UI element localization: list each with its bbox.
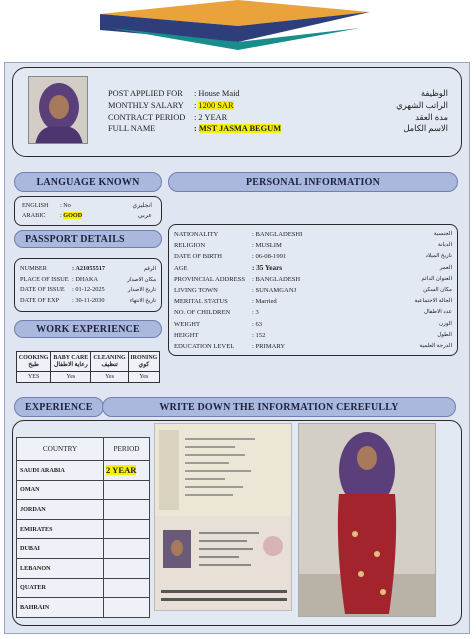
country-period xyxy=(104,461,150,481)
english-row xyxy=(22,201,152,211)
period-column-header: PERIOD xyxy=(104,438,150,461)
personal-info-arabic: الحالة الاجتماعية xyxy=(414,298,452,305)
country-name: JORDAN xyxy=(17,500,104,520)
arabic-value: GOOD xyxy=(63,212,83,219)
work-experience-heading: WORK EXPERIENCE xyxy=(14,320,162,338)
personal-info-arabic: العمر xyxy=(439,264,452,271)
personal-info-arabic: تاريخ الميلاد xyxy=(425,253,452,260)
arabic-row xyxy=(22,211,152,221)
passport-value: : A21055517 xyxy=(72,265,106,272)
country-row xyxy=(17,519,150,539)
country-period-value: 2 YEAR xyxy=(106,465,137,476)
salary-row xyxy=(108,100,448,112)
personal-info-value: : 06-08-1991 xyxy=(252,253,287,261)
write-down-heading: WRITE DOWN THE INFORMATION CEREFULLY xyxy=(102,397,456,417)
personal-info-value: : PRIMARY xyxy=(252,343,286,351)
work-skill-value: Yes xyxy=(128,372,159,383)
personal-info-label: MERITAL STATUS xyxy=(174,298,228,306)
work-skill-header xyxy=(91,352,128,372)
country-period xyxy=(104,480,150,500)
personal-info-value: : BANGLADESH xyxy=(252,275,301,283)
passport-label: NUMBER xyxy=(20,265,47,272)
personal-info-label: AGE xyxy=(174,264,188,272)
country-row xyxy=(17,578,150,598)
personal-info-arabic: العنوان الدائم xyxy=(421,275,452,282)
country-name: QUATER xyxy=(17,578,104,598)
header-banner xyxy=(0,0,476,62)
personal-info-label: WEIGHT xyxy=(174,320,200,328)
passport-value: : DHAKA xyxy=(72,275,99,283)
country-row xyxy=(17,500,150,520)
contract-label: CONTRACT PERIOD xyxy=(108,112,186,122)
contract-value: : 2 YEAR xyxy=(194,112,228,122)
personal-info-label: NO. OF CHILDREN xyxy=(174,309,231,317)
english-label: ENGLISH xyxy=(22,202,49,209)
personal-info-value: : BANGLADESHI xyxy=(252,231,303,238)
passport-value: : 01-12-2025 xyxy=(72,286,105,293)
language-known-heading: LANGUAGE KNOWN xyxy=(14,172,162,192)
work-skill-header xyxy=(51,352,91,372)
personal-info-arabic: الطول xyxy=(437,331,452,338)
passport-value: : 30-11-2030 xyxy=(72,296,105,304)
personal-info-label: NATIONALITY xyxy=(174,231,219,238)
personal-info-label: LIVING TOWN xyxy=(174,287,218,295)
candidate-portrait-figure xyxy=(29,77,88,144)
work-skill-value: Yes xyxy=(51,372,91,383)
passport-arabic: تاريخ الاصدار xyxy=(127,287,156,293)
full-name-value: MST JASMA BEGUM xyxy=(198,124,282,134)
passport-arabic: تاريخ الانتهاء xyxy=(129,297,156,304)
work-skill-header xyxy=(17,352,51,372)
personal-info-row xyxy=(174,229,452,240)
candidate-photo xyxy=(28,76,88,144)
full-name-label: FULL NAME xyxy=(108,124,156,134)
personal-info-arabic: الوزن xyxy=(439,320,452,327)
full-name-arabic: الاسم الكامل xyxy=(403,124,448,134)
personal-info-label: HEIGHT xyxy=(174,331,199,339)
personal-info-value: : SUNAMGANJ xyxy=(252,287,297,295)
passport-arabic: مكان الاصدار xyxy=(127,276,156,283)
work-skill-arabic: كوي xyxy=(138,362,150,368)
personal-info-row xyxy=(174,296,452,307)
arabic-label: ARABIC xyxy=(22,212,46,219)
work-skill-arabic: طبخ xyxy=(28,362,39,368)
country-period xyxy=(104,578,150,598)
personal-info-row xyxy=(174,263,452,274)
work-skill-name: BABY CARE xyxy=(53,355,89,361)
passport-arabic: الرقم xyxy=(143,266,156,272)
salary-value: 1200 SAR xyxy=(198,100,234,110)
personal-info-row xyxy=(174,251,452,262)
country-name: LEBANON xyxy=(17,558,104,578)
work-skill-name: CLEANING xyxy=(93,355,126,361)
passport-scan-image xyxy=(154,423,292,611)
personal-info-label: RELIGION xyxy=(174,242,206,250)
personal-info-row xyxy=(174,307,452,318)
country-period xyxy=(104,598,150,618)
personal-info-value: : 3 xyxy=(252,309,259,317)
arabic-arabic: عربي xyxy=(138,212,152,219)
personal-info-label: DATE OF BIRTH xyxy=(174,253,222,261)
country-period xyxy=(104,519,150,539)
country-row xyxy=(17,558,150,578)
country-name: EMIRATES xyxy=(17,519,104,539)
personal-info-row xyxy=(174,274,452,285)
profile-fields xyxy=(108,88,448,135)
country-row xyxy=(17,480,150,500)
personal-info-label: EDUCATION LEVEL xyxy=(174,343,235,351)
language-fields xyxy=(22,201,152,221)
personal-info-arabic: مكان السكن xyxy=(423,287,452,294)
personal-info-arabic: الديانة xyxy=(437,242,452,249)
passport-list xyxy=(20,264,156,306)
country-row xyxy=(17,461,150,481)
contract-row xyxy=(108,112,448,124)
personal-info-row xyxy=(174,341,452,352)
contract-arabic: مدة العقد xyxy=(415,112,448,122)
personal-information-heading: PERSONAL INFORMATION xyxy=(168,172,458,192)
country-period xyxy=(104,558,150,578)
post-applied-label: POST APPLIED FOR xyxy=(108,89,183,98)
country-name: DUBAI xyxy=(17,539,104,559)
passport-label: DATE OF ISSUE xyxy=(20,286,65,293)
personal-info-arabic: عدد الاطفال xyxy=(424,309,452,316)
personal-info-arabic: الجنسية xyxy=(433,231,452,237)
country-name: SAUDI ARABIA xyxy=(17,461,104,481)
salary-label: MONTHLY SALARY xyxy=(108,100,184,110)
personal-info-list xyxy=(174,229,452,352)
personal-info-row xyxy=(174,330,452,341)
full-body-photo xyxy=(298,423,436,617)
country-row xyxy=(17,539,150,559)
country-name: OMAN xyxy=(17,480,104,500)
english-arabic: انجليزي xyxy=(132,202,152,209)
passport-row xyxy=(20,275,156,286)
full-name-row xyxy=(108,123,448,135)
passport-details-heading: PASSPORT DETAILS xyxy=(14,230,162,248)
work-skill-value: Yes xyxy=(91,372,128,383)
country-name: BAHRAIN xyxy=(17,598,104,618)
country-column-header: COUNTRY xyxy=(17,438,104,461)
country-row xyxy=(17,598,150,618)
personal-info-value: : 152 xyxy=(252,331,266,339)
work-skill-arabic: رعاية الاطفال xyxy=(53,362,88,368)
salary-colon: : xyxy=(194,100,197,110)
personal-info-value: : 63 xyxy=(252,320,263,328)
personal-info-row xyxy=(174,240,452,251)
work-skill-name: COOKING xyxy=(18,355,49,361)
full-body-figure xyxy=(299,424,436,617)
personal-info-arabic: الدرجة العلمية xyxy=(419,343,452,350)
personal-info-value: : 35 Years xyxy=(252,263,283,272)
passport-row xyxy=(20,296,156,307)
arabic-colon: : xyxy=(60,212,62,219)
work-skill-value: YES xyxy=(17,372,51,383)
work-skill-arabic: تنظيف xyxy=(101,362,118,368)
post-applied-row xyxy=(108,88,448,100)
country-period xyxy=(104,500,150,520)
passport-row xyxy=(20,285,156,296)
full-name-colon: : xyxy=(194,124,197,134)
experience-heading: EXPERIENCE xyxy=(14,397,104,417)
personal-info-value: : Married xyxy=(252,298,277,306)
work-skill-name: IRONING xyxy=(130,355,158,361)
passport-row xyxy=(20,264,156,275)
passport-label: DATE OF EXP xyxy=(20,296,60,304)
personal-info-row xyxy=(174,285,452,296)
country-period xyxy=(104,539,150,559)
passport-label: PLACE OF ISSUE xyxy=(20,275,69,283)
passport-scan-drawing xyxy=(155,424,292,611)
work-skill-header xyxy=(128,352,159,372)
post-applied-value: : House Maid xyxy=(194,89,240,98)
country-experience-table xyxy=(16,437,150,618)
personal-info-row xyxy=(174,319,452,330)
english-value: : No xyxy=(60,202,71,209)
work-experience-table xyxy=(16,351,160,383)
personal-info-label: PROVINCIAL ADDRESS xyxy=(174,275,246,283)
post-applied-arabic: الوظيفة xyxy=(420,89,448,98)
personal-info-value: : MUSLIM xyxy=(252,242,282,250)
salary-arabic: الراتب الشهري xyxy=(396,100,448,110)
